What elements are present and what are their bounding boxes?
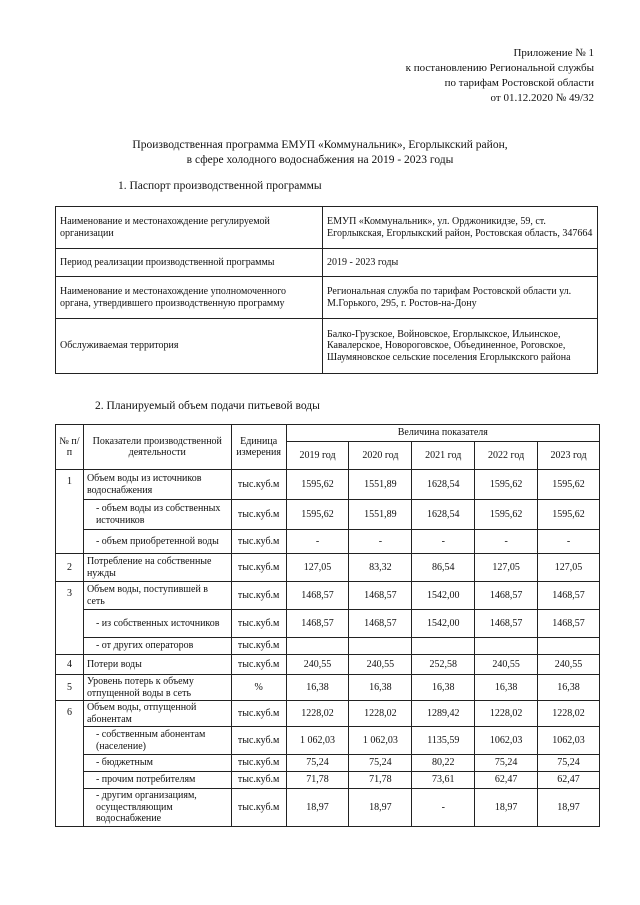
row-value: -: [475, 530, 538, 554]
row-value: -: [412, 789, 475, 827]
row-value: 1228,02: [286, 701, 349, 727]
row-value: 18,97: [475, 789, 538, 827]
row-number: 5: [56, 675, 84, 701]
row-unit: тыс.куб.м: [231, 789, 286, 827]
document-title: [0, 138, 640, 168]
row-unit: тыс.куб.м: [231, 470, 286, 500]
header-num: № п/п: [56, 425, 84, 470]
row-unit: тыс.куб.м: [231, 582, 286, 610]
row-value: 1595,62: [475, 470, 538, 500]
appendix-line-2: к постановлению Региональной службы: [405, 62, 594, 74]
row-value: 71,78: [349, 772, 412, 789]
row-value: 1228,02: [475, 701, 538, 727]
row-number: 4: [56, 655, 84, 675]
row-value: 240,55: [349, 655, 412, 675]
row-value: 127,05: [538, 554, 600, 582]
row-value: 127,05: [286, 554, 349, 582]
row-value: 1595,62: [286, 470, 349, 500]
passport-value: Балко-Грузское, Войновское, Егорлыкское, Ильинское, Кавалерское, Новороговское, Объединенное, Роговское, Шаумяновское сельские поселения Егорлыкского района: [323, 319, 598, 374]
row-value: 1595,62: [538, 500, 600, 530]
row-value: 75,24: [286, 755, 349, 772]
row-value: 1228,02: [349, 701, 412, 727]
row-value: 1595,62: [538, 470, 600, 500]
row-value: 1628,54: [412, 470, 475, 500]
row-value: [475, 638, 538, 655]
row-value: 71,78: [286, 772, 349, 789]
row-value: -: [412, 530, 475, 554]
header-indicator: Показатели производственной деятельности: [83, 425, 231, 470]
table-row: [56, 530, 600, 554]
row-value: 127,05: [475, 554, 538, 582]
row-value: [349, 638, 412, 655]
row-indicator: - объем воды из собственных источников: [83, 500, 231, 530]
passport-row: [56, 249, 598, 277]
passport-row: [56, 207, 598, 249]
row-indicator: - объем приобретенной воды: [83, 530, 231, 554]
header-year: 2023 год: [538, 442, 600, 470]
row-value: 1468,57: [349, 610, 412, 638]
row-unit: тыс.куб.м: [231, 500, 286, 530]
row-number: 2: [56, 554, 84, 582]
row-indicator: Уровень потерь к объему отпущенной воды в сеть: [83, 675, 231, 701]
row-value: 86,54: [412, 554, 475, 582]
appendix-line-3: по тарифам Ростовской области: [444, 77, 594, 89]
row-value: 1468,57: [286, 582, 349, 610]
passport-name: Обслуживаемая территория: [56, 319, 323, 374]
volume-table: [55, 424, 600, 827]
appendix-line-1: Приложение № 1: [513, 47, 594, 59]
row-value: 73,61: [412, 772, 475, 789]
table-row: [56, 638, 600, 655]
header-unit: Единица измерения: [231, 425, 286, 470]
table-row: [56, 470, 600, 500]
row-indicator: - бюджетным: [83, 755, 231, 772]
table-row: [56, 755, 600, 772]
row-value: [412, 638, 475, 655]
table-row: [56, 500, 600, 530]
table-row: [56, 610, 600, 638]
header-value: Величина показателя: [286, 425, 599, 442]
appendix-line-4: от 01.12.2020 № 49/32: [490, 92, 594, 104]
row-value: -: [538, 530, 600, 554]
row-unit: тыс.куб.м: [231, 655, 286, 675]
header-year: 2020 год: [349, 442, 412, 470]
header-row: [56, 425, 600, 442]
table-row: [56, 772, 600, 789]
passport-row: [56, 277, 598, 319]
row-value: 62,47: [475, 772, 538, 789]
row-value: 1628,54: [412, 500, 475, 530]
row-unit: тыс.куб.м: [231, 610, 286, 638]
row-value: 252,58: [412, 655, 475, 675]
row-value: 1 062,03: [349, 727, 412, 755]
row-value: [286, 638, 349, 655]
row-value: 1468,57: [475, 610, 538, 638]
section-2-heading: 2. Планируемый объем подачи питьевой воды: [95, 400, 320, 412]
row-unit: тыс.куб.м: [231, 727, 286, 755]
row-number: 3: [56, 582, 84, 655]
table-row: [56, 789, 600, 827]
row-value: 80,22: [412, 755, 475, 772]
table-row: [56, 701, 600, 727]
row-unit: тыс.куб.м: [231, 638, 286, 655]
row-value: 240,55: [538, 655, 600, 675]
row-value: 1551,89: [349, 500, 412, 530]
row-value: 1542,00: [412, 610, 475, 638]
row-value: 16,38: [412, 675, 475, 701]
row-unit: тыс.куб.м: [231, 554, 286, 582]
row-value: 1062,03: [475, 727, 538, 755]
row-unit: тыс.куб.м: [231, 755, 286, 772]
passport-name: Наименование и местонахождение регулируемой организации: [56, 207, 323, 249]
row-number: 6: [56, 701, 84, 827]
row-value: 240,55: [286, 655, 349, 675]
row-value: 83,32: [349, 554, 412, 582]
row-value: 75,24: [349, 755, 412, 772]
row-value: 1595,62: [475, 500, 538, 530]
row-value: 16,38: [349, 675, 412, 701]
row-value: 18,97: [286, 789, 349, 827]
table-row: [56, 727, 600, 755]
table-row: [56, 582, 600, 610]
row-indicator: - от других операторов: [83, 638, 231, 655]
title-line-2: в сфере холодного водоснабжения на 2019 - 2023 годы: [186, 154, 454, 166]
header-year: 2022 год: [475, 442, 538, 470]
row-value: 1 062,03: [286, 727, 349, 755]
row-value: 1468,57: [286, 610, 349, 638]
row-indicator: Объем воды, поступившей в сеть: [83, 582, 231, 610]
row-unit: тыс.куб.м: [231, 530, 286, 554]
row-value: 16,38: [538, 675, 600, 701]
title-line-1: Производственная программа ЕМУП «Коммунальник», Егорлыкский район,: [132, 139, 508, 151]
row-value: -: [349, 530, 412, 554]
row-value: 1551,89: [349, 470, 412, 500]
row-value: 18,97: [538, 789, 600, 827]
row-value: 1468,57: [538, 610, 600, 638]
row-value: 1135,59: [412, 727, 475, 755]
row-value: 18,97: [349, 789, 412, 827]
passport-row: [56, 319, 598, 374]
header-year: 2021 год: [412, 442, 475, 470]
row-value: 1289,42: [412, 701, 475, 727]
row-value: 1468,57: [538, 582, 600, 610]
row-indicator: Потребление на собственные нужды: [83, 554, 231, 582]
row-unit: тыс.куб.м: [231, 701, 286, 727]
section-1-heading: 1. Паспорт производственной программы: [118, 180, 322, 192]
row-value: -: [286, 530, 349, 554]
passport-value: ЕМУП «Коммунальник», ул. Орджоникидзе, 59, ст. Егорлыкская, Егорлыкский район, Ростовская область, 347664: [323, 207, 598, 249]
header-year: 2019 год: [286, 442, 349, 470]
row-indicator: - собственным абонентам (население): [83, 727, 231, 755]
row-value: [538, 638, 600, 655]
row-value: 1595,62: [286, 500, 349, 530]
row-value: 16,38: [475, 675, 538, 701]
row-indicator: - из собственных источников: [83, 610, 231, 638]
row-value: 1468,57: [349, 582, 412, 610]
row-value: 16,38: [286, 675, 349, 701]
row-value: 1062,03: [538, 727, 600, 755]
appendix-block: [406, 46, 594, 106]
table-row: [56, 655, 600, 675]
row-indicator: Объем воды из источников водоснабжения: [83, 470, 231, 500]
passport-table: [55, 206, 598, 374]
row-unit: тыс.куб.м: [231, 772, 286, 789]
volume-body: [56, 470, 600, 827]
row-value: 240,55: [475, 655, 538, 675]
row-value: 1468,57: [475, 582, 538, 610]
table-row: [56, 554, 600, 582]
row-value: 62,47: [538, 772, 600, 789]
row-indicator: Потери воды: [83, 655, 231, 675]
row-indicator: - прочим потребителям: [83, 772, 231, 789]
row-value: 1542,00: [412, 582, 475, 610]
row-number: 1: [56, 470, 84, 554]
row-value: 75,24: [538, 755, 600, 772]
row-indicator: Объем воды, отпущенной абонентам: [83, 701, 231, 727]
passport-name: Период реализации производственной программы: [56, 249, 323, 277]
table-row: [56, 675, 600, 701]
passport-value: Региональная служба по тарифам Ростовской области ул. М.Горького, 295, г. Ростов-на-Дону: [323, 277, 598, 319]
passport-name: Наименование и местонахождение уполномоченного органа, утвердившего производственную программу: [56, 277, 323, 319]
row-unit: %: [231, 675, 286, 701]
row-value: 75,24: [475, 755, 538, 772]
row-indicator: - другим организациям, осуществляющим водоснабжение: [83, 789, 231, 827]
row-value: 1228,02: [538, 701, 600, 727]
passport-value: 2019 - 2023 годы: [323, 249, 598, 277]
